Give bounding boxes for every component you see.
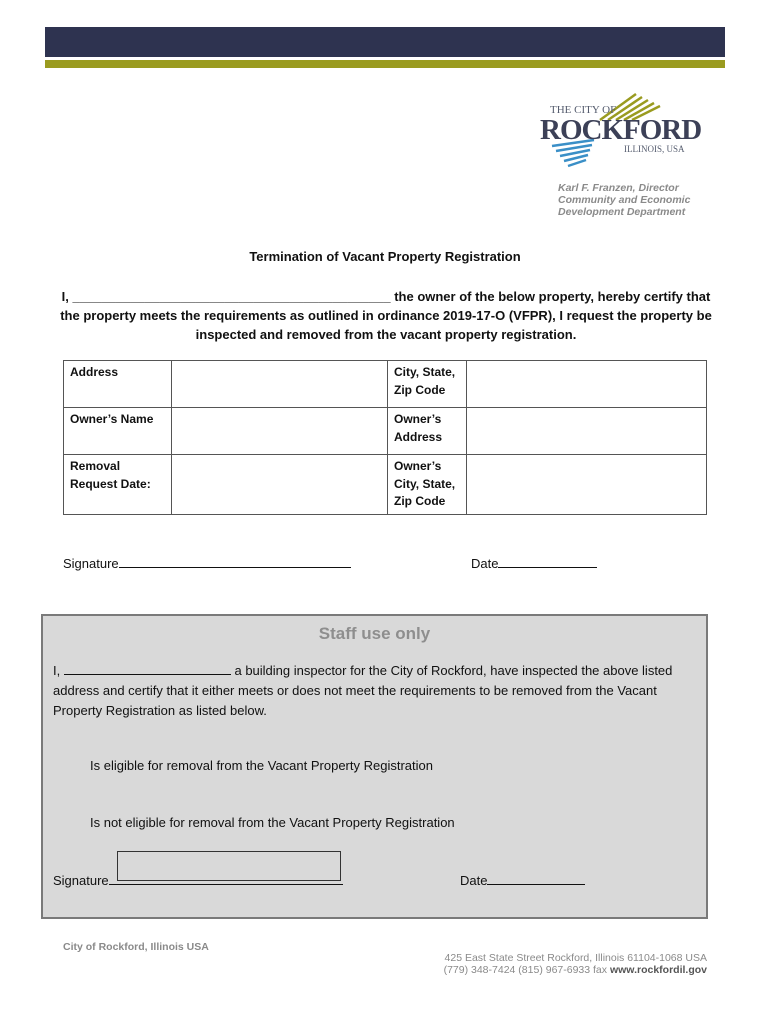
inspector-signature — [53, 872, 343, 888]
property-info-table — [63, 360, 707, 515]
logo-the-city: THE CITY OF — [550, 104, 617, 116]
footer-phone-fax: (779) 348-7424 (815) 967-6933 fax — [443, 964, 610, 976]
owner-name-blank[interactable]: I, ____________________________________________ — [61, 289, 391, 304]
owner-city-state-zip-field[interactable] — [467, 455, 707, 515]
director-line: Community and Economic — [558, 194, 691, 206]
staff-title: Staff use only — [318, 624, 431, 643]
owner-date — [471, 555, 597, 571]
footer-address: 425 East State Street Rockford, Illinois 61104-1068 USA — [444, 952, 707, 964]
address-label: Address — [64, 361, 172, 408]
table-row — [64, 408, 707, 455]
owner-signature-field[interactable] — [119, 555, 351, 568]
owner-city-state-zip-label: Owner’s City, State, Zip Code — [388, 455, 467, 515]
director-line: Development Department — [558, 206, 686, 218]
inspector-statement — [53, 661, 703, 721]
table-row — [64, 361, 707, 408]
owner-address-label: Owner’s Address — [388, 408, 467, 455]
inspector-statement-text: a building inspector for the City of Rockford, have inspected the above listed address and certify that it either meets or does not meet the requirements to be removed from the Vacant Property Registration as listed below. — [53, 663, 673, 718]
director-block — [558, 182, 690, 218]
staff-use-section — [41, 614, 708, 919]
signature-label: Signature — [53, 873, 109, 888]
footer-website-link[interactable]: www.rockfordil.gov — [609, 964, 707, 976]
signature-label: Signature — [63, 556, 119, 571]
owner-address-field[interactable] — [467, 408, 707, 455]
removal-date-field[interactable] — [172, 455, 388, 515]
date-label: Date — [460, 873, 488, 888]
inspector-date-field[interactable] — [487, 872, 585, 885]
owner-certification — [60, 287, 712, 344]
logo-rockford: ROCKFORD — [540, 114, 702, 146]
city-state-zip-label: City, State, Zip Code — [388, 361, 467, 408]
footer-city: City of Rockford, Illinois USA — [63, 941, 209, 953]
address-field[interactable] — [172, 361, 388, 408]
owner-name-label: Owner’s Name — [64, 408, 172, 455]
date-label: Date — [471, 556, 499, 571]
owner-signature — [63, 555, 351, 571]
inspector-name-field[interactable] — [64, 662, 231, 675]
footer-contact — [444, 952, 707, 976]
header-accent-band — [45, 60, 725, 68]
logo-illinois: ILLINOIS, USA — [624, 144, 685, 154]
certification-text: the owner of the below property, hereby certify that the property meets the requirements as outlined in ordinance 2019-17-O (VFPR), I request the property be inspected and removed from the vacant property registration. — [60, 289, 712, 342]
not-eligible-option[interactable]: Is not eligible for removal from the Vacant Property Registration — [90, 815, 455, 830]
inspector-signature-line[interactable] — [109, 872, 343, 885]
inspector-prefix: I, — [53, 663, 61, 678]
eligible-option[interactable]: Is eligible for removal from the Vacant Property Registration — [90, 758, 433, 773]
owner-name-field[interactable] — [172, 408, 388, 455]
owner-date-field[interactable] — [498, 555, 597, 568]
table-row — [64, 455, 707, 515]
city-state-zip-field[interactable] — [467, 361, 707, 408]
page-title: Termination of Vacant Property Registration — [249, 249, 521, 264]
director-line: Karl F. Franzen, Director — [558, 182, 679, 194]
footer-phone-line — [444, 964, 707, 976]
city-logo — [538, 90, 702, 170]
header-band — [45, 27, 725, 57]
inspector-date — [460, 872, 585, 888]
removal-date-label: Removal Request Date: — [64, 455, 172, 515]
